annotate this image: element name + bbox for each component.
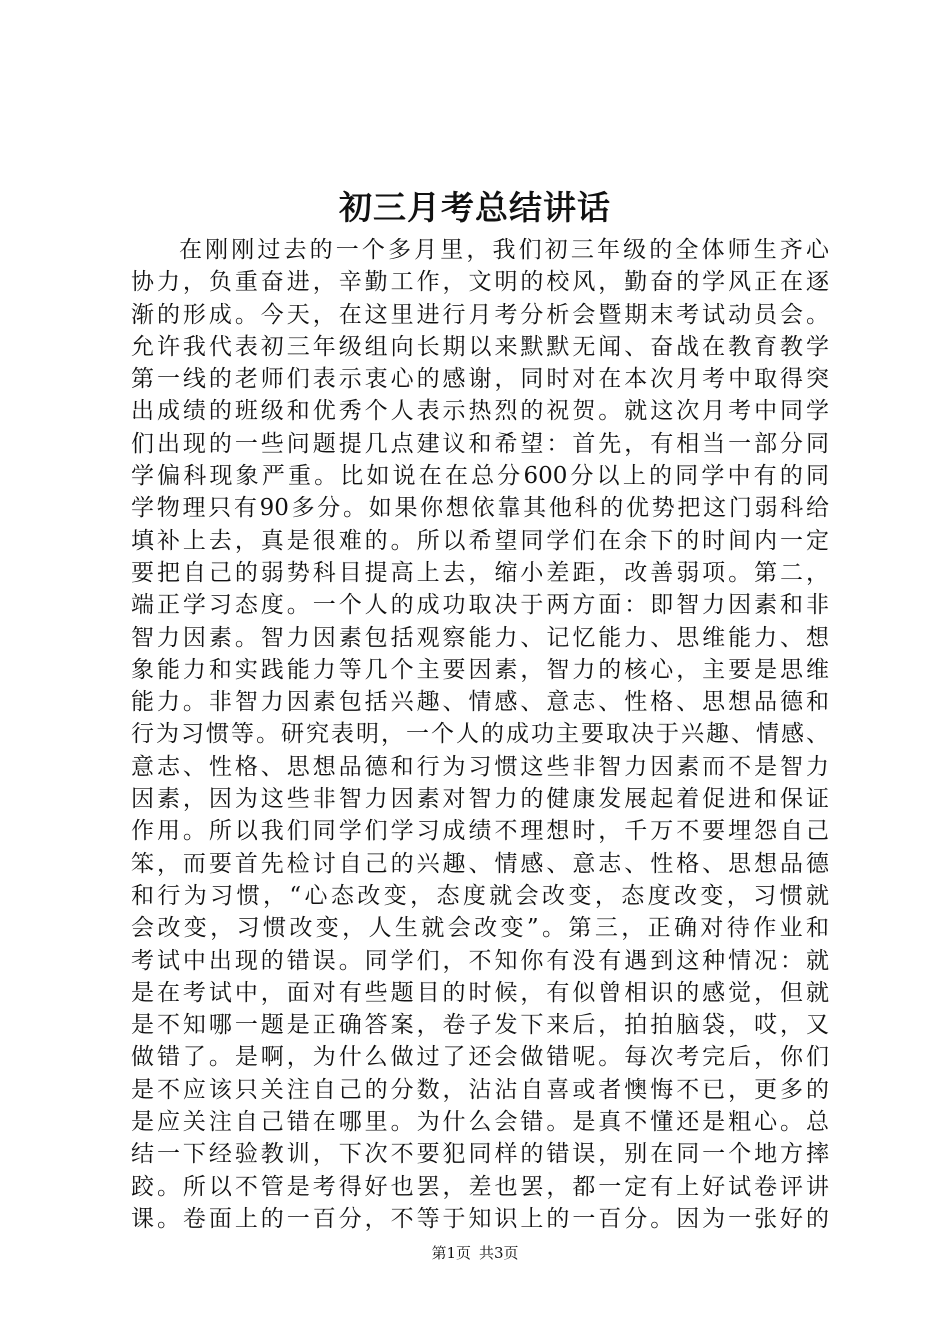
text-line: 会改变，习惯改变，人生就会改变”。第三，正确对待作业和 [131,915,829,942]
text-line: 允许我代表初三年级组向长期以来默默无闻、奋战在教育教学 [131,333,829,360]
text-line: 是应关注自己错在哪里。为什么会错。是真不懂还是粗心。总 [131,1109,829,1136]
text-line: 象能力和实践能力等几个主要因素，智力的核心，主要是思维 [131,656,829,683]
text-line: 要把自己的弱势科目提高上去，缩小差距，改善弱项。第二， [131,559,829,586]
text-line: 和行为习惯，“心态改变，态度就会改变，态度改变，习惯就 [131,882,829,909]
text-line: 结一下经验教训，下次不要犯同样的错误，别在同一个地方摔 [131,1141,829,1168]
page-title: 初三月考总结讲话 [339,188,611,227]
body-text [131,234,829,1235]
text-line: 出成绩的班级和优秀个人表示热烈的祝贺。就这次月考中同学 [131,398,829,425]
text-line: 是不应该只关注自己的分数，沾沾自喜或者懊悔不已，更多的 [131,1076,829,1103]
text-line: 协力，负重奋进，辛勤工作，文明的校风，勤奋的学风正在逐 [131,269,829,296]
text-line: 在刚刚过去的一个多月里，我们初三年级的全体师生齐心 [179,237,829,263]
text-line: 智力因素。智力因素包括观察能力、记忆能力、思维能力、想 [131,624,829,651]
page-number: 第1页 [431,1244,471,1262]
text-line: 课。卷面上的一百分，不等于知识上的一百分。因为一张好的 [131,1205,829,1232]
text-line: 学偏科现象严重。比如说在在总分600分以上的同学中有的同 [131,463,829,490]
text-line: 跤。所以不管是考得好也罢，差也罢，都一定有上好试卷评讲 [131,1173,829,1200]
text-line: 意志、性格、思想品德和行为习惯这些非智力因素而不是智力 [131,753,829,780]
text-line: 填补上去，真是很难的。所以希望同学们在余下的时间内一定 [131,527,829,554]
text-line: 们出现的一些问题提几点建议和希望：首先，有相当一部分同 [131,430,829,457]
text-line: 考试中出现的错误。同学们，不知你有没有遇到这种情况：就 [131,947,829,974]
text-line: 渐的形成。今天，在这里进行月考分析会暨期末考试动员会。 [131,301,829,328]
page-footer [0,1243,950,1263]
text-line: 第一线的老师们表示衷心的感谢，同时对在本次月考中取得突 [131,366,829,393]
text-line: 是在考试中，面对有些题目的时候，有似曾相识的感觉，但就 [131,979,829,1006]
text-line: 行为习惯等。研究表明，一个人的成功主要取决于兴趣、情感、 [131,721,829,748]
text-line: 学物理只有90多分。如果你想依靠其他科的优势把这门弱科给 [131,495,829,522]
text-line: 作用。所以我们同学们学习成绩不理想时，千万不要埋怨自己 [131,818,829,845]
text-line: 因素，因为这些非智力因素对智力的健康发展起着促进和保证 [131,786,829,813]
text-line: 端正学习态度。一个人的成功取决于两方面：即智力因素和非 [131,592,829,619]
text-line: 能力。非智力因素包括兴趣、情感、意志、性格、思想品德和 [131,689,829,716]
text-line: 做错了。是啊，为什么做过了还会做错呢。每次考完后，你们 [131,1044,829,1071]
text-line: 是不知哪一题是正确答案，卷子发下来后，拍拍脑袋，哎，又 [131,1012,829,1039]
text-line: 笨，而要首先检讨自己的兴趣、情感、意志、性格、思想品德 [131,850,829,877]
page-total: 共3页 [479,1244,519,1262]
